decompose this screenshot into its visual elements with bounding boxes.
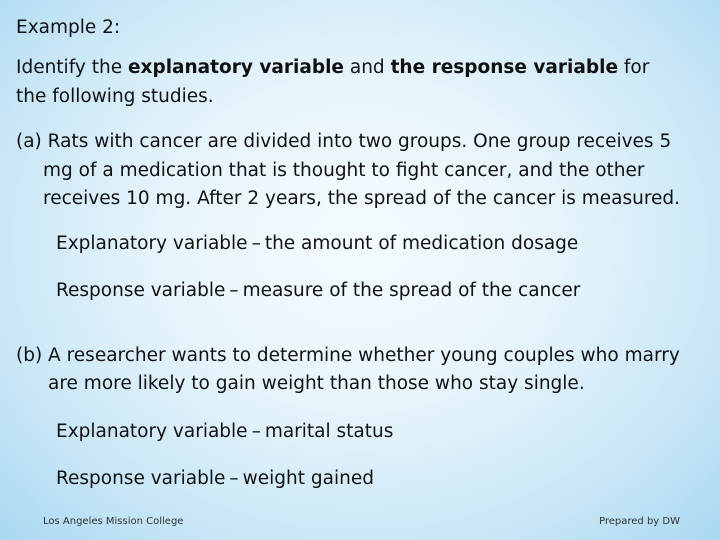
study-b-line-1: (b) A researcher wants to determine whether young couples who marry bbox=[16, 345, 680, 366]
intro-text-3: for bbox=[618, 57, 650, 78]
study-a-line-1: (a) Rats with cancer are divided into two groups. One group receives 5 bbox=[16, 131, 672, 152]
explanatory-value: the amount of medication dosage bbox=[264, 233, 579, 254]
dash: – bbox=[251, 233, 261, 254]
explanatory-label: Explanatory variable bbox=[56, 233, 248, 254]
study-b-line-2: are more likely to gain weight than those who stay single. bbox=[48, 373, 585, 394]
footer-right: Prepared by DW bbox=[599, 516, 680, 527]
intro-text-2: and bbox=[343, 57, 391, 78]
response-label: Response variable bbox=[56, 468, 226, 489]
intro-line-1 bbox=[16, 57, 649, 79]
response-value: measure of the spread of the cancer bbox=[242, 280, 581, 301]
dash: – bbox=[251, 421, 261, 442]
study-a-explanatory bbox=[56, 233, 578, 255]
dash: – bbox=[229, 468, 239, 489]
example-title: Example 2: bbox=[16, 17, 121, 38]
study-a-line-2: mg of a medication that is thought to fight cancer, and the other bbox=[43, 160, 645, 181]
study-b-response bbox=[56, 468, 374, 490]
response-value: weight gained bbox=[242, 468, 374, 489]
explanatory-label: Explanatory variable bbox=[56, 421, 248, 442]
dash: – bbox=[229, 280, 239, 301]
intro-bold-response: the response variable bbox=[390, 57, 618, 78]
response-label: Response variable bbox=[56, 280, 226, 301]
intro-text-1: Identify the bbox=[16, 57, 128, 78]
intro-line-2: the following studies. bbox=[16, 86, 214, 107]
study-b-explanatory bbox=[56, 421, 393, 443]
study-a-response bbox=[56, 280, 580, 302]
intro-bold-explanatory: explanatory variable bbox=[127, 57, 344, 78]
study-a-line-3: receives 10 mg. After 2 years, the spread of the cancer is measured. bbox=[43, 188, 681, 209]
explanatory-value: marital status bbox=[264, 421, 394, 442]
footer-left: Los Angeles Mission College bbox=[43, 516, 184, 527]
